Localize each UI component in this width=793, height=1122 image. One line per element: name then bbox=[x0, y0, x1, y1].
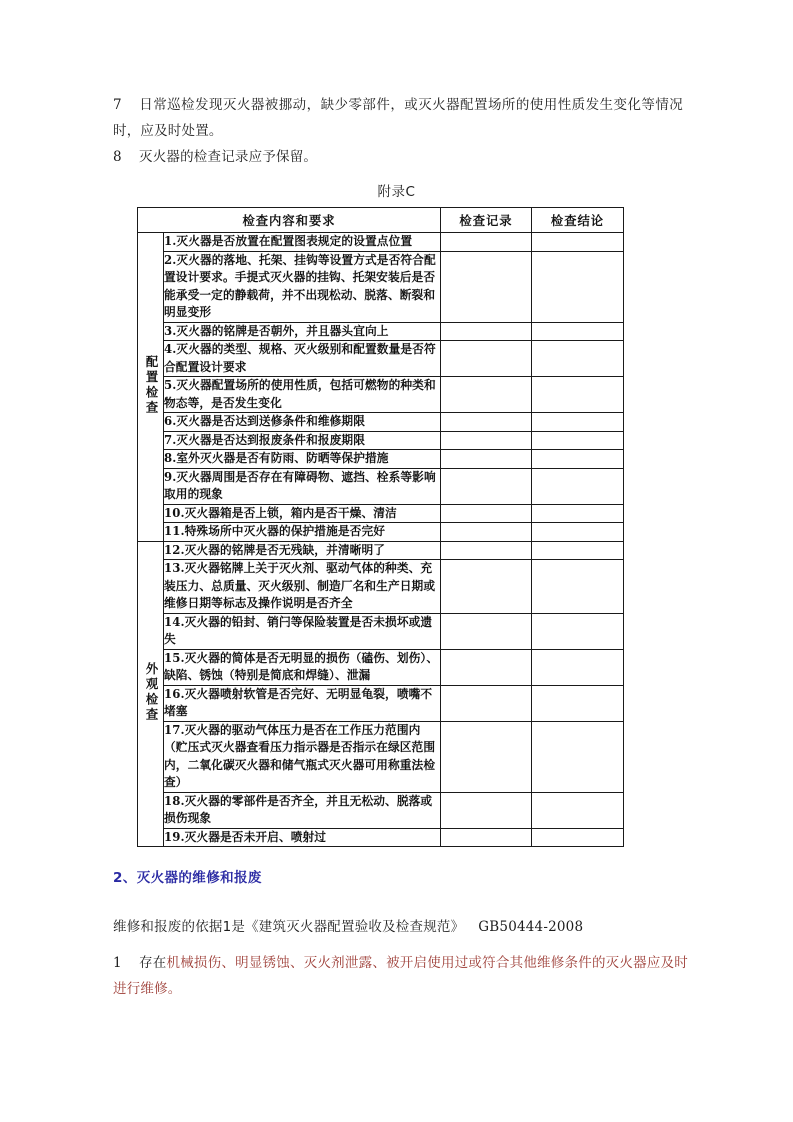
inspection-conclusion-cell[interactable] bbox=[532, 792, 624, 828]
inspection-conclusion-cell[interactable] bbox=[532, 523, 624, 542]
item-text: 灭火器是否放置在配置图表规定的设置点位置 bbox=[176, 234, 413, 248]
inspection-conclusion-cell[interactable] bbox=[532, 468, 624, 504]
inspection-conclusion-cell[interactable] bbox=[532, 504, 624, 523]
item-index: 9. bbox=[164, 469, 177, 484]
inspection-item bbox=[164, 431, 441, 450]
basis-text: 维修和报废的依据1是《建筑灭火器配置验收及检查规范》 bbox=[113, 919, 465, 935]
item-index: 18. bbox=[164, 793, 185, 808]
inspection-record-cell[interactable] bbox=[441, 251, 532, 322]
table-row bbox=[138, 450, 624, 469]
item-text: 灭火器的驱动气体压力是否在工作压力范围内（贮压式灭火器查看压力指示器是否指示在绿区范围内，二氧化碳灭火器和储气瓶式灭火器可用称重法检查） bbox=[164, 722, 436, 789]
table-row bbox=[138, 828, 624, 847]
inspection-item bbox=[164, 792, 441, 828]
inspection-item bbox=[164, 649, 441, 685]
header-content: 检查内容和要求 bbox=[138, 208, 441, 233]
inspection-record-cell[interactable] bbox=[441, 504, 532, 523]
table-row bbox=[138, 721, 624, 792]
inspection-record-cell[interactable] bbox=[441, 413, 532, 432]
inspection-conclusion-cell[interactable] bbox=[532, 613, 624, 649]
inspection-item bbox=[164, 468, 441, 504]
table-row bbox=[138, 649, 624, 685]
inspection-record-cell[interactable] bbox=[441, 721, 532, 792]
item-text: 灭火器的铅封、销闩等保险装置是否未损坏或遗失 bbox=[164, 614, 433, 646]
item-text: 室外灭火器是否有防雨、防晒等保护措施 bbox=[176, 451, 389, 465]
inspection-record-cell[interactable] bbox=[441, 233, 532, 252]
table-row bbox=[138, 792, 624, 828]
red-note-number: 1 bbox=[113, 955, 122, 971]
section-2-heading: 2、灭火器的维修和报废 bbox=[113, 870, 262, 886]
inspection-record-cell[interactable] bbox=[441, 613, 532, 649]
table-row bbox=[138, 468, 624, 504]
group-label-1 bbox=[138, 233, 164, 542]
note-number: 8 bbox=[113, 149, 122, 165]
item-text: 灭火器是否达到报废条件和报废期限 bbox=[176, 432, 366, 447]
table-row bbox=[138, 377, 624, 413]
item-index: 7. bbox=[164, 432, 177, 447]
inspection-conclusion-cell[interactable] bbox=[532, 828, 624, 847]
inspection-conclusion-cell[interactable] bbox=[532, 541, 624, 560]
table-row bbox=[138, 413, 624, 432]
inspection-conclusion-cell[interactable] bbox=[532, 721, 624, 792]
item-text: 灭火器的铭牌是否无残缺，并清晰明了 bbox=[184, 542, 386, 557]
item-index: 10. bbox=[164, 505, 185, 520]
inspection-conclusion-cell[interactable] bbox=[532, 649, 624, 685]
inspection-item bbox=[164, 450, 441, 469]
item-index: 19. bbox=[164, 829, 185, 844]
note-text: 灭火器的检查记录应予保留。 bbox=[139, 149, 318, 165]
inspection-item bbox=[164, 377, 441, 413]
item-text: 灭火器周围是否存在有障碍物、遮挡、栓系等影响取用的现象 bbox=[164, 469, 436, 501]
group-label-2 bbox=[138, 541, 164, 847]
item-text: 灭火器的类型、规格、灭火级别和配置数量是否符合配置设计要求 bbox=[164, 342, 436, 374]
item-index: 1. bbox=[164, 234, 177, 248]
item-text: 特殊场所中灭火器的保护措施是否完好 bbox=[184, 524, 386, 538]
inspection-table-wrapper bbox=[137, 207, 623, 847]
inspection-record-cell[interactable] bbox=[441, 431, 532, 450]
inspection-item bbox=[164, 413, 441, 432]
table-row bbox=[138, 233, 624, 252]
inspection-table bbox=[137, 207, 624, 847]
table-row bbox=[138, 685, 624, 721]
item-text: 灭火器是否未开启、喷射过 bbox=[184, 829, 327, 844]
item-index: 3. bbox=[164, 323, 177, 338]
item-text: 灭火器的简体是否无明显的损伤（磕伤、划伤）、缺陷、锈蚀（特别是简底和焊缝）、泄漏 bbox=[164, 650, 439, 682]
inspection-conclusion-cell[interactable] bbox=[532, 685, 624, 721]
inspection-conclusion-cell[interactable] bbox=[532, 322, 624, 341]
inspection-conclusion-cell[interactable] bbox=[532, 450, 624, 469]
inspection-item bbox=[164, 541, 441, 560]
inspection-record-cell[interactable] bbox=[441, 649, 532, 685]
item-index: 13. bbox=[164, 561, 185, 575]
inspection-conclusion-cell[interactable] bbox=[532, 251, 624, 322]
inspection-conclusion-cell[interactable] bbox=[532, 560, 624, 614]
inspection-conclusion-cell[interactable] bbox=[532, 377, 624, 413]
note-item-8 bbox=[113, 144, 683, 170]
inspection-item bbox=[164, 523, 441, 542]
inspection-item bbox=[164, 685, 441, 721]
item-index: 4. bbox=[164, 342, 177, 356]
inspection-record-cell[interactable] bbox=[441, 792, 532, 828]
inspection-conclusion-cell[interactable] bbox=[532, 341, 624, 377]
item-index: 5. bbox=[164, 378, 177, 392]
inspection-record-cell[interactable] bbox=[441, 523, 532, 542]
item-text: 灭火器的落地、托架、挂钩等设置方式是否符合配置设计要求。手提式灭火器的挂钩、托架安装后是否能承受一定的静载荷，并不出现松动、脱落、断裂和明显变形 bbox=[164, 252, 436, 319]
note-number: 7 bbox=[113, 97, 122, 113]
inspection-item bbox=[164, 341, 441, 377]
item-text: 灭火器配置场所的使用性质，包括可燃物的种类和物态等，是否发生变化 bbox=[164, 378, 436, 410]
inspection-item bbox=[164, 504, 441, 523]
group-label-text: 配置检查 bbox=[144, 354, 158, 416]
item-text: 灭火器的铭牌是否朝外，并且器头宜向上 bbox=[176, 323, 389, 338]
red-note-lead-text: 存在 bbox=[139, 955, 167, 971]
inspection-conclusion-cell[interactable] bbox=[532, 413, 624, 432]
inspection-record-cell[interactable] bbox=[441, 828, 532, 847]
inspection-record-cell[interactable] bbox=[441, 450, 532, 469]
header-conclusion: 检查结论 bbox=[532, 208, 624, 233]
inspection-conclusion-cell[interactable] bbox=[532, 431, 624, 450]
header-record: 检查记录 bbox=[441, 208, 532, 233]
table-row bbox=[138, 322, 624, 341]
standard-code: GB50444-2008 bbox=[478, 919, 584, 935]
inspection-record-cell[interactable] bbox=[441, 341, 532, 377]
table-row bbox=[138, 613, 624, 649]
repair-condition-note bbox=[113, 950, 688, 1002]
inspection-item bbox=[164, 251, 441, 322]
table-row bbox=[138, 251, 624, 322]
table-header-row bbox=[138, 208, 624, 233]
inspection-item bbox=[164, 721, 441, 792]
inspection-item bbox=[164, 613, 441, 649]
inspection-conclusion-cell[interactable] bbox=[532, 233, 624, 252]
item-index: 11. bbox=[164, 524, 185, 538]
item-index: 8. bbox=[164, 451, 177, 465]
inspection-item bbox=[164, 322, 441, 341]
item-index: 16. bbox=[164, 686, 185, 701]
inspection-record-cell[interactable] bbox=[441, 541, 532, 560]
table-row bbox=[138, 541, 624, 560]
item-index: 17. bbox=[164, 722, 185, 737]
table-row bbox=[138, 523, 624, 542]
red-note-lead bbox=[113, 955, 166, 971]
group-label-text: 外观检查 bbox=[144, 661, 158, 723]
appendix-title: 附录C bbox=[377, 184, 416, 200]
maintenance-basis-line bbox=[113, 915, 583, 935]
inspection-record-cell[interactable] bbox=[441, 560, 532, 614]
table-body bbox=[138, 233, 624, 847]
inspection-record-cell[interactable] bbox=[441, 322, 532, 341]
item-index: 6. bbox=[164, 414, 177, 428]
item-text: 灭火器是否达到送修条件和维修期限 bbox=[176, 414, 366, 428]
item-text: 灭火器喷射软管是否完好、无明显龟裂，喷嘴不堵塞 bbox=[164, 686, 433, 718]
table-row bbox=[138, 431, 624, 450]
top-notes-block bbox=[113, 92, 683, 170]
item-index: 15. bbox=[164, 650, 185, 665]
item-index: 12. bbox=[164, 542, 185, 557]
item-text: 灭火器箱是否上锁，箱内是否干燥、清洁 bbox=[184, 505, 397, 520]
inspection-record-cell[interactable] bbox=[441, 377, 532, 413]
note-text: 日常巡检发现灭火器被挪动，缺少零部件，或灭火器配置场所的使用性质发生变化等情况时，应及时处置。 bbox=[113, 97, 683, 139]
red-note-body: 机械损伤、明显锈蚀、灭火剂泄露、被开启使用过或符合其他维修条件的灭火器应及时进行维修。 bbox=[113, 955, 688, 997]
inspection-item bbox=[164, 828, 441, 847]
item-text: 灭火器铭牌上关于灭火剂、驱动气体的种类、充装压力、总质量、灭火级别、制造厂名和生产日期或维修日期等标志及操作说明是否齐全 bbox=[164, 561, 436, 610]
item-text: 灭火器的零部件是否齐全，并且无松动、脱落或损伤现象 bbox=[164, 793, 433, 825]
table-row bbox=[138, 504, 624, 523]
table-row bbox=[138, 560, 624, 614]
note-item-7 bbox=[113, 92, 683, 144]
table-row bbox=[138, 341, 624, 377]
inspection-record-cell[interactable] bbox=[441, 468, 532, 504]
item-index: 2. bbox=[164, 252, 177, 267]
inspection-item bbox=[164, 560, 441, 614]
item-index: 14. bbox=[164, 614, 185, 629]
inspection-item bbox=[164, 233, 441, 252]
inspection-record-cell[interactable] bbox=[441, 685, 532, 721]
